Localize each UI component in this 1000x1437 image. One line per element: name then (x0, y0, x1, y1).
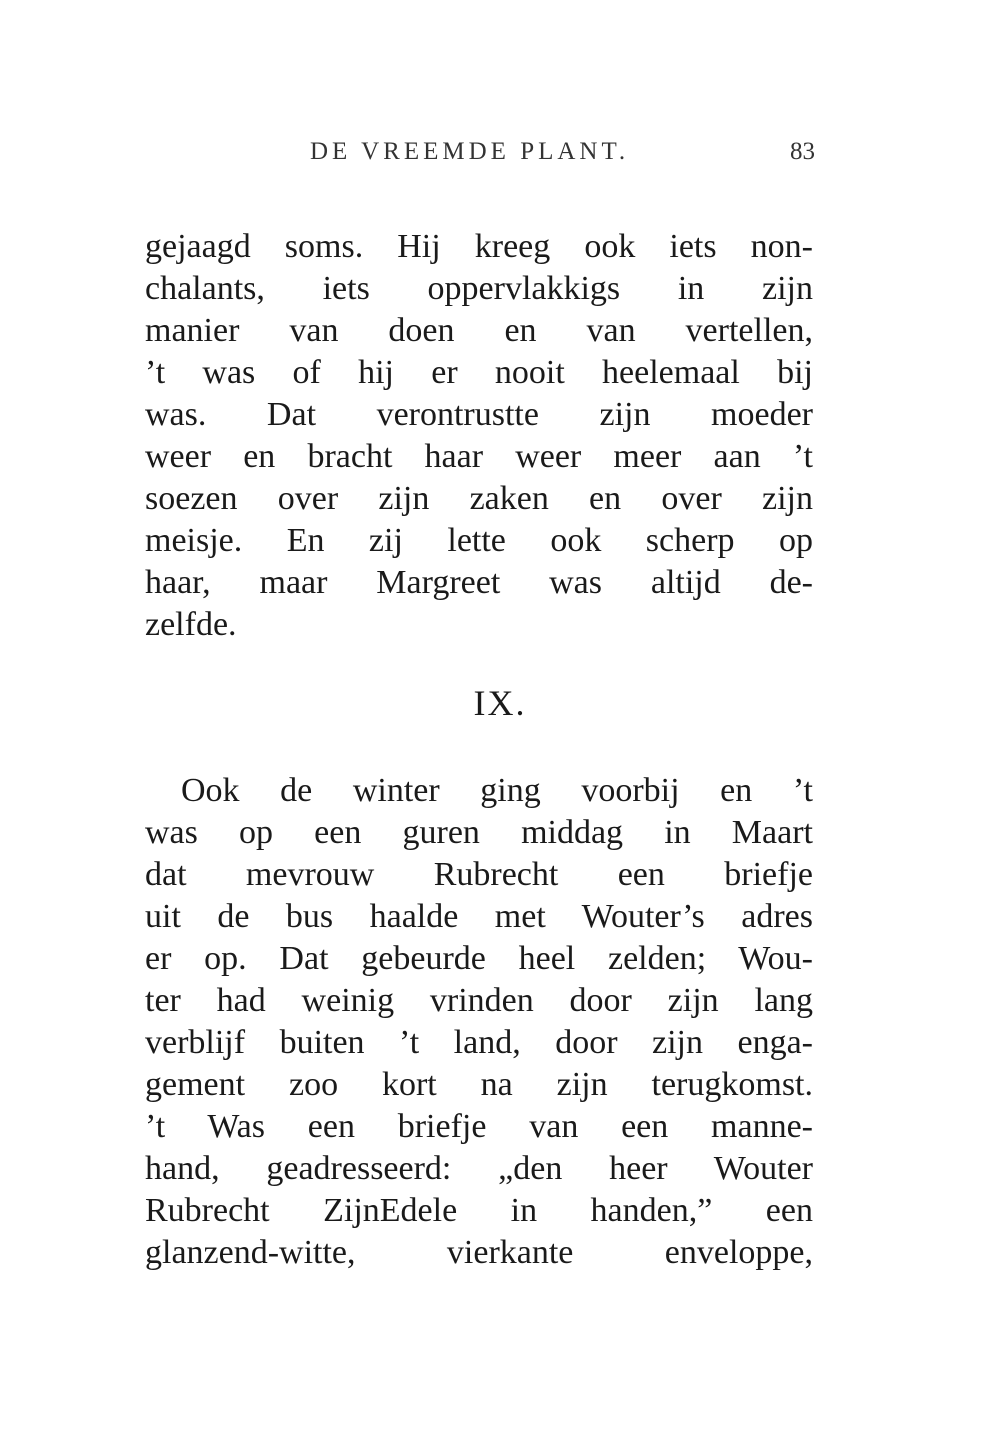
text-line: zelfde. (145, 606, 237, 643)
running-header (145, 138, 815, 178)
text-line: was op een guren middag in Maart (145, 814, 813, 851)
running-title: DE VREEMDE PLANT. (310, 138, 630, 165)
text-line: manier van doen en van vertellen, (145, 312, 813, 349)
text-line: Ook de winter ging voorbij en ’t (181, 772, 813, 809)
text-line: Rubrecht ZijnEdele in handen,” een (145, 1192, 813, 1229)
text-line: dat mevrouw Rubrecht een briefje (145, 856, 813, 893)
text-line: ’t Was een briefje van een manne- (145, 1108, 813, 1145)
text-line: uit de bus haalde met Wouter’s adres (145, 898, 813, 935)
paragraph-new-chapter (145, 770, 813, 1274)
chapter-heading: IX. (473, 683, 527, 723)
page-number: 83 (790, 138, 815, 165)
text-line: meisje. En zij lette ook scherp op (145, 522, 813, 559)
text-line: ter had weinig vrinden door zijn lang (145, 982, 813, 1019)
text-line: verblijf buiten ’t land, door zijn enga- (145, 1024, 813, 1061)
text-line: glanzend-witte, vierkante enveloppe, (145, 1234, 813, 1271)
text-line: soezen over zijn zaken en over zijn (145, 480, 813, 517)
text-line: hand, geadresseerd: „den heer Wouter (145, 1150, 813, 1187)
text-line: gement zoo kort na zijn terugkomst. (145, 1066, 813, 1103)
paragraph-continued (145, 226, 813, 646)
text-line: ’t was of hij er nooit heelemaal bij (145, 354, 813, 391)
text-line: haar, maar Margreet was altijd de- (145, 564, 813, 601)
text-line: er op. Dat gebeurde heel zelden; Wou- (145, 940, 813, 977)
text-line: gejaagd soms. Hij kreeg ook iets non- (145, 228, 813, 265)
text-line: chalants, iets oppervlakkigs in zijn (145, 270, 813, 307)
text-line: was. Dat verontrustte zijn moeder (145, 396, 813, 433)
text-line: weer en bracht haar weer meer aan ’t (145, 438, 813, 475)
